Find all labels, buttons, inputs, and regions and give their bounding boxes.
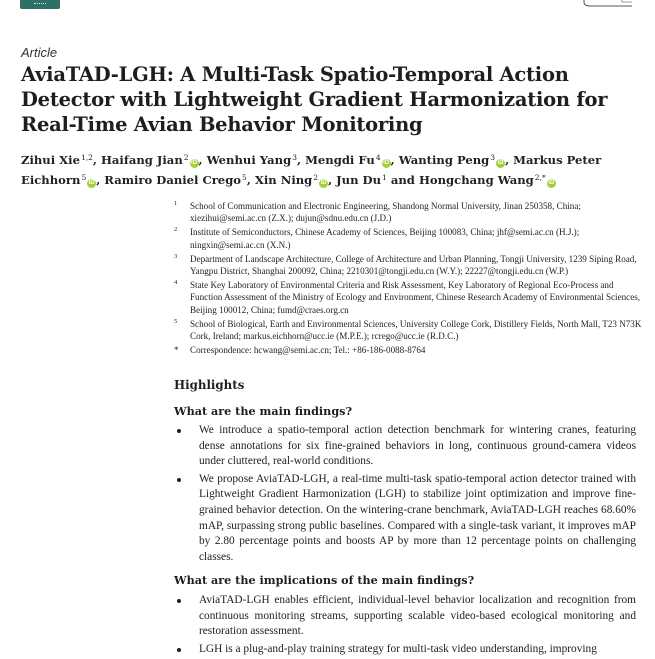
orcid-icon[interactable]: iD <box>320 180 327 186</box>
affiliations <box>174 200 644 358</box>
list-item: We introduce a spatio-temporal action detection benchmark for wintering cranes, featuring dense annotations for six fine-grained behaviors in long, continuous ground-camera videos under cluttered, real-world conditions. <box>174 423 636 470</box>
author: Ramiro Daniel Crego$^5$ <box>104 173 247 187</box>
author: Haifang Jian$^2$iD <box>100 153 198 167</box>
article-type: Article <box>21 45 58 60</box>
author: Wenhui Yang$^3$ <box>206 153 297 167</box>
orcid-icon[interactable]: iD <box>88 180 95 186</box>
orcid-icon[interactable]: iD <box>497 160 504 166</box>
main-findings-list <box>174 423 636 567</box>
implications-list <box>174 593 636 659</box>
affiliation: 2 Institute of Semiconductors, Chinese Academy of Sciences, Beijing 100083, China; jhf@semi.ac.cn (H.J.); ningxin@semi.ac.cn (X.N.) <box>174 226 580 250</box>
correspondence: * Correspondence: hcwang@semi.ac.cn; Tel.: +86-186-0088-8764 <box>174 344 426 355</box>
main-findings-heading: What are the main findings? <box>174 404 352 418</box>
author: Markus Peter Eichhorn$^5$iD <box>21 153 602 187</box>
orcid-icon[interactable]: iD <box>383 160 390 166</box>
list-item: We propose AviaTAD-LGH, a real-time multi-task spatio-temporal action detector trained with Lightweight Gradient Harmonization (LGH) to stabilize joint optimization and improve fine-grained behavior detection. On the wintering-crane benchmark, AviaTAD-LGH reaches 68.60% mAP, surpassing strong public baselines. Compared with a single-task variant, it improves mAP by 2.80 percentage points and boosts AP by more than 12 percentage points on challenging classes. <box>174 472 636 566</box>
list-item: LGH is a plug-and-play training strategy for multi-task video understanding, improving <box>174 642 636 658</box>
author-list: Zihui Xie$^{1,2}$, Haifang Jian$^2$iD , Wenhui Yang$^3$, Mengdi Fu$^4$iD , Wanting Peng$^3$iD , Markus Peter Eichhorn$^5$iD , Ramiro Daniel Crego$^5$, Xin Ning$^2$iD , Jun Du$^1$ and Hongchang Wang$^{2,*}$iD <box>21 153 602 187</box>
affiliation: 3 Department of Landscape Architecture, College of Architecture and Urban Planning, Tongji University, 1239 Siping Road, Yangpu District, Shanghai 200092, China; 2210301@tongji.edu.cn (W.Y.); 22227@tongji.edu.cn (W.P.) <box>174 252 637 277</box>
affiliation: 1 School of Communication and Electronic Engineering, Shandong Normal University, Jinan 250358, China; xiezihui@semi.ac.cn (Z.X.); dujun@sdnu.edu.cn (J.D.) <box>174 200 581 224</box>
author: Mengdi Fu$^4$iD <box>305 153 390 167</box>
check-for-updates-icon[interactable] <box>582 0 634 8</box>
author: Hongchang Wang$^{2,*}$iD <box>418 173 555 187</box>
paper-title: AviaTAD-LGH: A Multi-Task Spatio-Temporal Action Detector with Lightweight Gradient Harmonization for Real-Time Avian Behavior Monitoring <box>21 63 608 136</box>
list-item: AviaTAD-LGH enables efficient, individual-level behavior localization and recognition from continuous monitoring streams, supporting scalable video-based ecological monitoring and restoration assessment. <box>174 593 636 640</box>
journal-logo <box>20 0 60 9</box>
highlights-heading: Highlights <box>174 378 245 392</box>
author: Jun Du$^1$ <box>336 173 387 187</box>
author: Xin Ning$^2$iD <box>254 173 327 187</box>
affiliation: 5 School of Biological, Earth and Environmental Sciences, University College Cork, Distillery Fields, North Mall, T23 N73K Cork, Ireland; markus.eichhorn@ucc.ie (M.P.E.); rcrego@ucc.ie (R.D.C.) <box>174 317 642 342</box>
orcid-icon[interactable]: iD <box>548 180 555 186</box>
author: Zihui Xie$^{1,2}$ <box>21 153 93 167</box>
implications-heading: What are the implications of the main findings? <box>174 573 475 587</box>
orcid-icon[interactable]: iD <box>191 160 198 166</box>
author: Wanting Peng$^3$iD <box>398 153 504 167</box>
affiliation: 4 State Key Laboratory of Environmental Criteria and Risk Assessment, Key Laboratory of Regional Eco-Process and Function Assessment of the Ministry of Ecology and Environment, Chinese Research Academy of Environmental Sciences, Beijing 100012, China; fumd@craes.org.cn <box>174 278 641 315</box>
journal-logo-mark <box>34 0 46 4</box>
